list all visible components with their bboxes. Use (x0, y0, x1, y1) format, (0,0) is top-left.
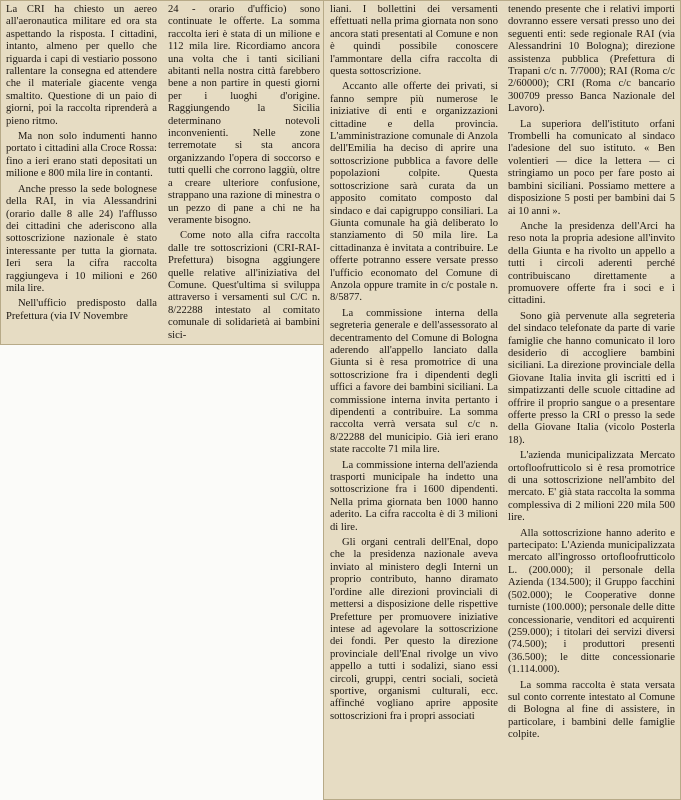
article-column-3 (330, 4, 498, 796)
article-column-1 (6, 4, 157, 334)
paragraph: La somma raccolta è stata versata sul conto corrente intestato al Comune di Bologna al fine di assistere, in particolare, i bambini delle famiglie colpite. (508, 679, 675, 741)
paragraph: liani. I bollettini dei versamenti effettuati nella prima giornata non sono ancora stati presentati al Comune e non è quindi possibile conoscere l'ammontare della cifra raccolta di questa sottoscrizione. (330, 4, 498, 78)
paragraph: 24 - orario d'ufficio) sono continuate le offerte. La somma raccolta ieri è stata di un milione e 112 mila lire. Ricordiamo ancora una volta che i tanti siciliani abitanti nella nostra città farebbero bene a non partire in questi giorni per i luoghi d'origine. Raggiungendo la Sicilia determinano notevoli inconvenienti. Nelle zone terremotate si sta ancora organizzando l'opera di soccorso e tutti quelli che corrono laggiù, oltre a creare ulteriore confusione, strappano una razione di minestra o un pezzo di pane a chi ne ha veramente bisogno. (168, 4, 320, 226)
paragraph: Alla sottoscrizione hanno aderito e partecipato: L'Azienda municipalizzata mercato all'ingrosso ortofloofrutticolo L. (200.000); il personale della Azienda (134.500); il Gruppo facchini (502.000); le Cooperative donne turniste (100.000); personale delle ditte concessionarie, venditori ed acquirenti (259.000); i titolari dei servizi diversi (74.500); i produttori presenti (36.500); le ditte concessionarie (1.114.000). (508, 527, 675, 676)
paragraph: Sono già pervenute alla segreteria del sindaco telefonate da parte di varie famiglie che hanno comunicato il loro desiderio di accogliere bambini siciliani. La direzione provinciale della Giovane Italia invita gli iscritti ed i simpatizzanti delle scuole cittadine ad offrire il proprio sangue o a presentare offerte presso la CRI o presso la sede della Giovane Italia (vicolo Posterla 18). (508, 310, 675, 446)
paragraph: tenendo presente che i relativi importi dovranno essere versati presso uno dei seguenti enti: sede regionale RAI (via Alessandrini 10 Bologna); direzione assistenza pubblica (Prefettura di Trapani c/c n. 7/7000); RAI (Roma c/c 2/60000); CRI (Roma c/c bancario 300709 presso Banca Nazionale del Lavoro). (508, 4, 675, 115)
paragraph: Gli organi centrali dell'Enal, dopo che la presidenza nazionale aveva inviato al ministero degli Interni un proprio contributo, hanno diramato l'ordine alle direzioni provinciali di mettersi a disposizione delle rispettive Prefetture per promuovere iniziative intese ad agevolare la sottoscrizione dei fondi. Per questo la direzione provinciale dell'Enal rivolge un vivo appello a tutti i sodalizi, siano essi circoli, gruppi, centri sociali, società sportive, organismi culturali, ecc. affinché vogliano aprire apposite sottoscrizioni fra i propri associati (330, 537, 498, 722)
paragraph: Anche presso la sede bolognese della RAI, in via Alessandrini (orario dalle 8 alle 24) l'afflusso dei cittadini che aderiscono alla sottoscrizione nazionale è stato interessante per tutta la giornata. Ieri sera la cifra raccolta raggiungeva i 10 milioni e 260 mila lire. (6, 183, 157, 294)
paragraph: La commissione interna dell'azienda trasporti municipale ha indetto una sottoscrizione fra i 1600 dipendenti. Nella prima giornata ben 1000 hanno aderito. La cifra raccolta è di 3 milioni di lire. (330, 459, 498, 533)
article-column-4 (508, 4, 675, 796)
paragraph: La superiora dell'istituto orfani Trombelli ha comunicato al sindaco l'adesione del suo istituto. « Ben volentieri — dice la lettera — ci stringiamo un poco per fare posto ai bambini siciliani. Possiamo mettere a disposizione 5 posti per bambini dai 5 ai 10 anni ». (508, 118, 675, 217)
paragraph: Anche la presidenza dell'Arci ha reso nota la propria adesione all'invito della Giunta e ha rivolto un appello a tutti i circoli aderenti perché contribuiscano direttamente a promuovere offerte fra i soci e i cittadini. (508, 220, 675, 307)
paragraph: Accanto alle offerte dei privati, si fanno sempre più numerose le iniziative di enti e organizzazioni cittadine e della provincia. L'amministrazione comunale di Anzola dell'Emilia ha deciso di aprire una sottoscrizione pubblica a favore delle popolazioni colpite. Questa sottoscrizione sarà curata da un apposito comitato composto dal sindaco e dai capigruppo consiliari. La Giunta comunale ha già deliberato lo stanziamento di 50 mila lire. La cittadinanza è invitata a contribuire. Le offerte potranno essere versate presso l'ufficio economato del Comune di Anzola oppure tramite in c/c postale n. 8/5877. (330, 81, 498, 304)
paragraph: Nell'ufficio predisposto dalla Prefettura (via IV Novembre (6, 298, 157, 322)
paragraph: La CRI ha chiesto un aereo all'aeronautica militare ed ora sta aspettando la risposta. I cittadini, intanto, almeno per quello che riguarda i capi di vestiario possono rallentare la consegna ed attendere che il materiale giacente venga smaltito. Questione di un paio di giorni, poi la raccolta riprenderà a pieno ritmo. (6, 4, 157, 127)
paragraph: Ma non solo indumenti hanno portato i cittadini alla Croce Rossa: fino a ieri erano stati depositati un milione e 800 mila lire in contanti. (6, 131, 157, 180)
paragraph: L'azienda municipalizzata Mercato ortofloofrutticolo si è resa promotrice di una sottoscrizione nell'ambito del mercato. E' già stata raccolta la somma complessiva di 2 milioni 220 mila 500 lire. (508, 450, 675, 524)
paragraph: Come noto alla cifra raccolta dalle tre sottoscrizioni (CRI-RAI-Prefettura) bisogna aggiungere quelle relative all'iniziativa del Comune. Quest'ultima si sviluppa attraverso i versamenti sul C/C n. 8/22288 intestato al comitato comunale di solidarietà ai bambini sici- (168, 230, 320, 341)
article-column-2 (168, 4, 320, 341)
paragraph: La commissione interna della segreteria generale e dell'assessorato al decentramento del Comune di Bologna aderendo all'appello lanciato dalla Giunta si è resa promotrice di una sottoscrizione fra i dipendenti degli uffici a favore dei bambini siciliani. La commissione interna invita pertanto i dipendenti a contribuire. La somma raccolta verrà versata sul c/c n. 8/22288 del municipio. Già ieri erano state raccolte 71 mila lire. (330, 307, 498, 456)
